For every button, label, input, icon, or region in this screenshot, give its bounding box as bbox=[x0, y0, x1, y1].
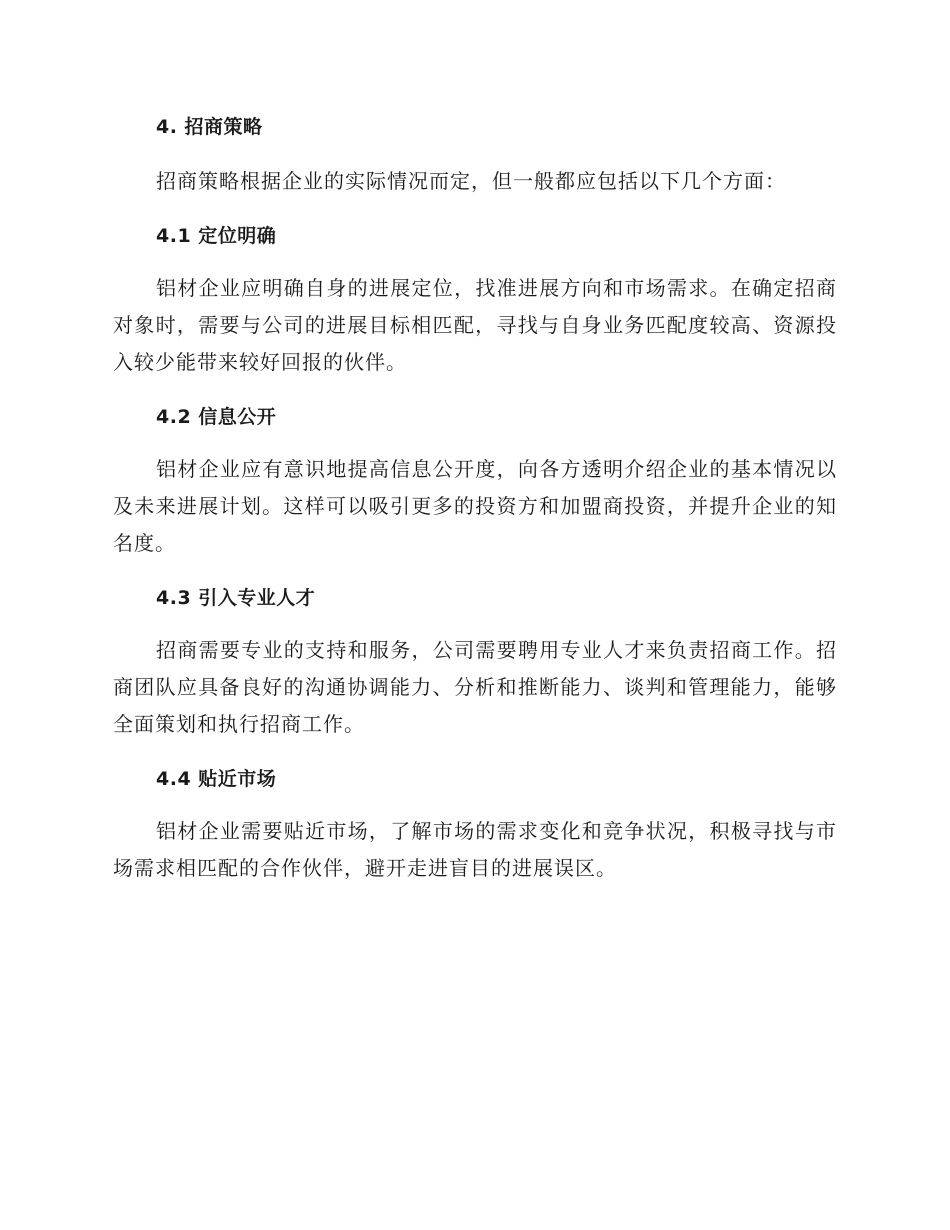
document-page bbox=[113, 110, 837, 887]
subsection-body-4-4: 铝材企业需要贴近市场，了解市场的需求变化和竞争状况，积极寻找与市场需求相匹配的合作伙伴，避开走进盲目的进展误区。 bbox=[113, 819, 837, 880]
subsection-heading-4-1: 4.1 定位明确 bbox=[156, 225, 277, 247]
subsection-body-4-1: 铝材企业应明确自身的进展定位，找准进展方向和市场需求。在确定招商对象时，需要与公司的进展目标相匹配，寻找与自身业务匹配度较高、资源投入较少能带来较好回报的伙伴。 bbox=[113, 276, 837, 374]
section-intro: 招商策略根据企业的实际情况而定，但一般都应包括以下几个方面： bbox=[156, 169, 786, 193]
subsection-body-4-2: 铝材企业应有意识地提高信息公开度，向各方透明介绍企业的基本情况以及未来进展计划。这样可以吸引更多的投资方和加盟商投资，并提升企业的知名度。 bbox=[113, 457, 837, 555]
subsection-body-4-3: 招商需要专业的支持和服务，公司需要聘用专业人才来负责招商工作。招商团队应具备良好的沟通协调能力、分析和推断能力、谈判和管理能力，能够全面策划和执行招商工作。 bbox=[113, 638, 837, 736]
subsection-heading-4-2: 4.2 信息公开 bbox=[156, 406, 277, 428]
subsection-heading-4-3: 4.3 引入专业人才 bbox=[156, 587, 316, 609]
section-heading: 4. 招商策略 bbox=[156, 116, 263, 138]
subsection-heading-4-4: 4.4 贴近市场 bbox=[156, 768, 277, 790]
